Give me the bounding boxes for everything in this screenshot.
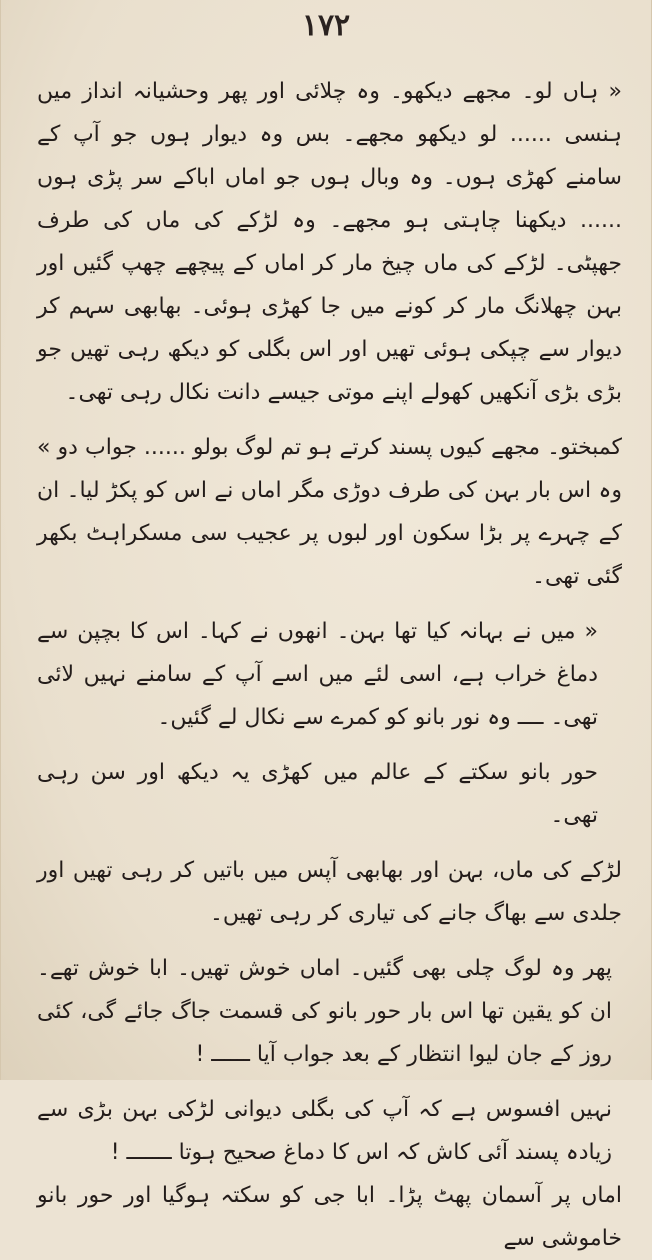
paragraph: اماں پر آسمان پھٹ پڑا۔ ابا جی کو سکتہ ہوگیا اور حور بانو خاموشی سے	[37, 1183, 622, 1251]
page-number: ۱۷۲	[301, 8, 351, 43]
paragraph: حور بانو سکتے کے عالم میں کھڑی یہ دیکھ اور سن رہی تھی۔	[37, 760, 598, 828]
paragraph: کمبختو۔ مجھے کیوں پسند کرتے ہو تم لوگ بولو ...... جواب دو » وہ اس بار بہن کی طرف دوڑی مگر اماں نے اس کو پکڑ لیا۔ ان کے چہرے پر بڑا سکون اور لبوں پر عجیب سی مسکراہٹ بکھر گئی تھی۔	[37, 435, 622, 589]
paragraph: « میں نے بہانہ کیا تھا بہن۔ انھوں نے کہا۔ اس کا بچپن سے دماغ خراب ہے، اسی لئے میں اسے آپ کے سامنے نہیں لائی تھی۔ ــــ وہ نور بانو کو کمرے سے نکال لے گئیں۔	[37, 619, 598, 730]
paragraph: « ہاں لو۔ مجھے دیکھو۔ وہ چلائی اور پھر وحشیانہ انداز میں ہنسی ...... لو دیکھو مجھے۔ بس وہ دیوار ہوں جو آپ کے سامنے کھڑی ہوں۔ وہ وبال ہوں جو اماں اباکے سر پڑی ہوں ...... دیکھنا چاہتی ہو مجھے۔ وہ لڑکے کی ماں کی طرف جھپٹی۔ لڑکے کی ماں چیخ مار کر اماں کے پیچھے چھپ گئیں اور بہن چھلانگ مار کر کونے میں جا کھڑی ہوئی۔ بھابھی سہم کر دیوار سے چپکی ہوئی تھیں اور اس بگلی کو دیکھ رہی تھیں جو بڑی بڑی آنکھیں کھولے اپنے موتی جیسے دانت نکال رہی تھی۔	[37, 79, 622, 405]
paragraph: لڑکے کی ماں، بہن اور بھابھی آپس میں باتیں کر رہی تھیں اور جلدی سے بھاگ جانے کی تیاری کر رہی تھیں۔	[37, 858, 622, 926]
paragraph: نہیں افسوس ہے کہ آپ کی بگلی دیوانی لڑکی بہن بڑی سے زیادہ پسند آئی کاش کہ اس کا دماغ صحیح ہوتا ـــــــ !	[37, 1097, 612, 1165]
paragraph: پھر وہ لوگ چلی بھی گئیں۔ اماں خوش تھیں۔ ابا خوش تھے۔ ان کو یقین تھا اس بار حور بانو کی قسمت جاگ جائے گی، کئی روز کے جان لیوا انتظار کے بعد جواب آیا ــــــ !	[37, 956, 612, 1067]
page-text	[37, 70, 622, 1260]
